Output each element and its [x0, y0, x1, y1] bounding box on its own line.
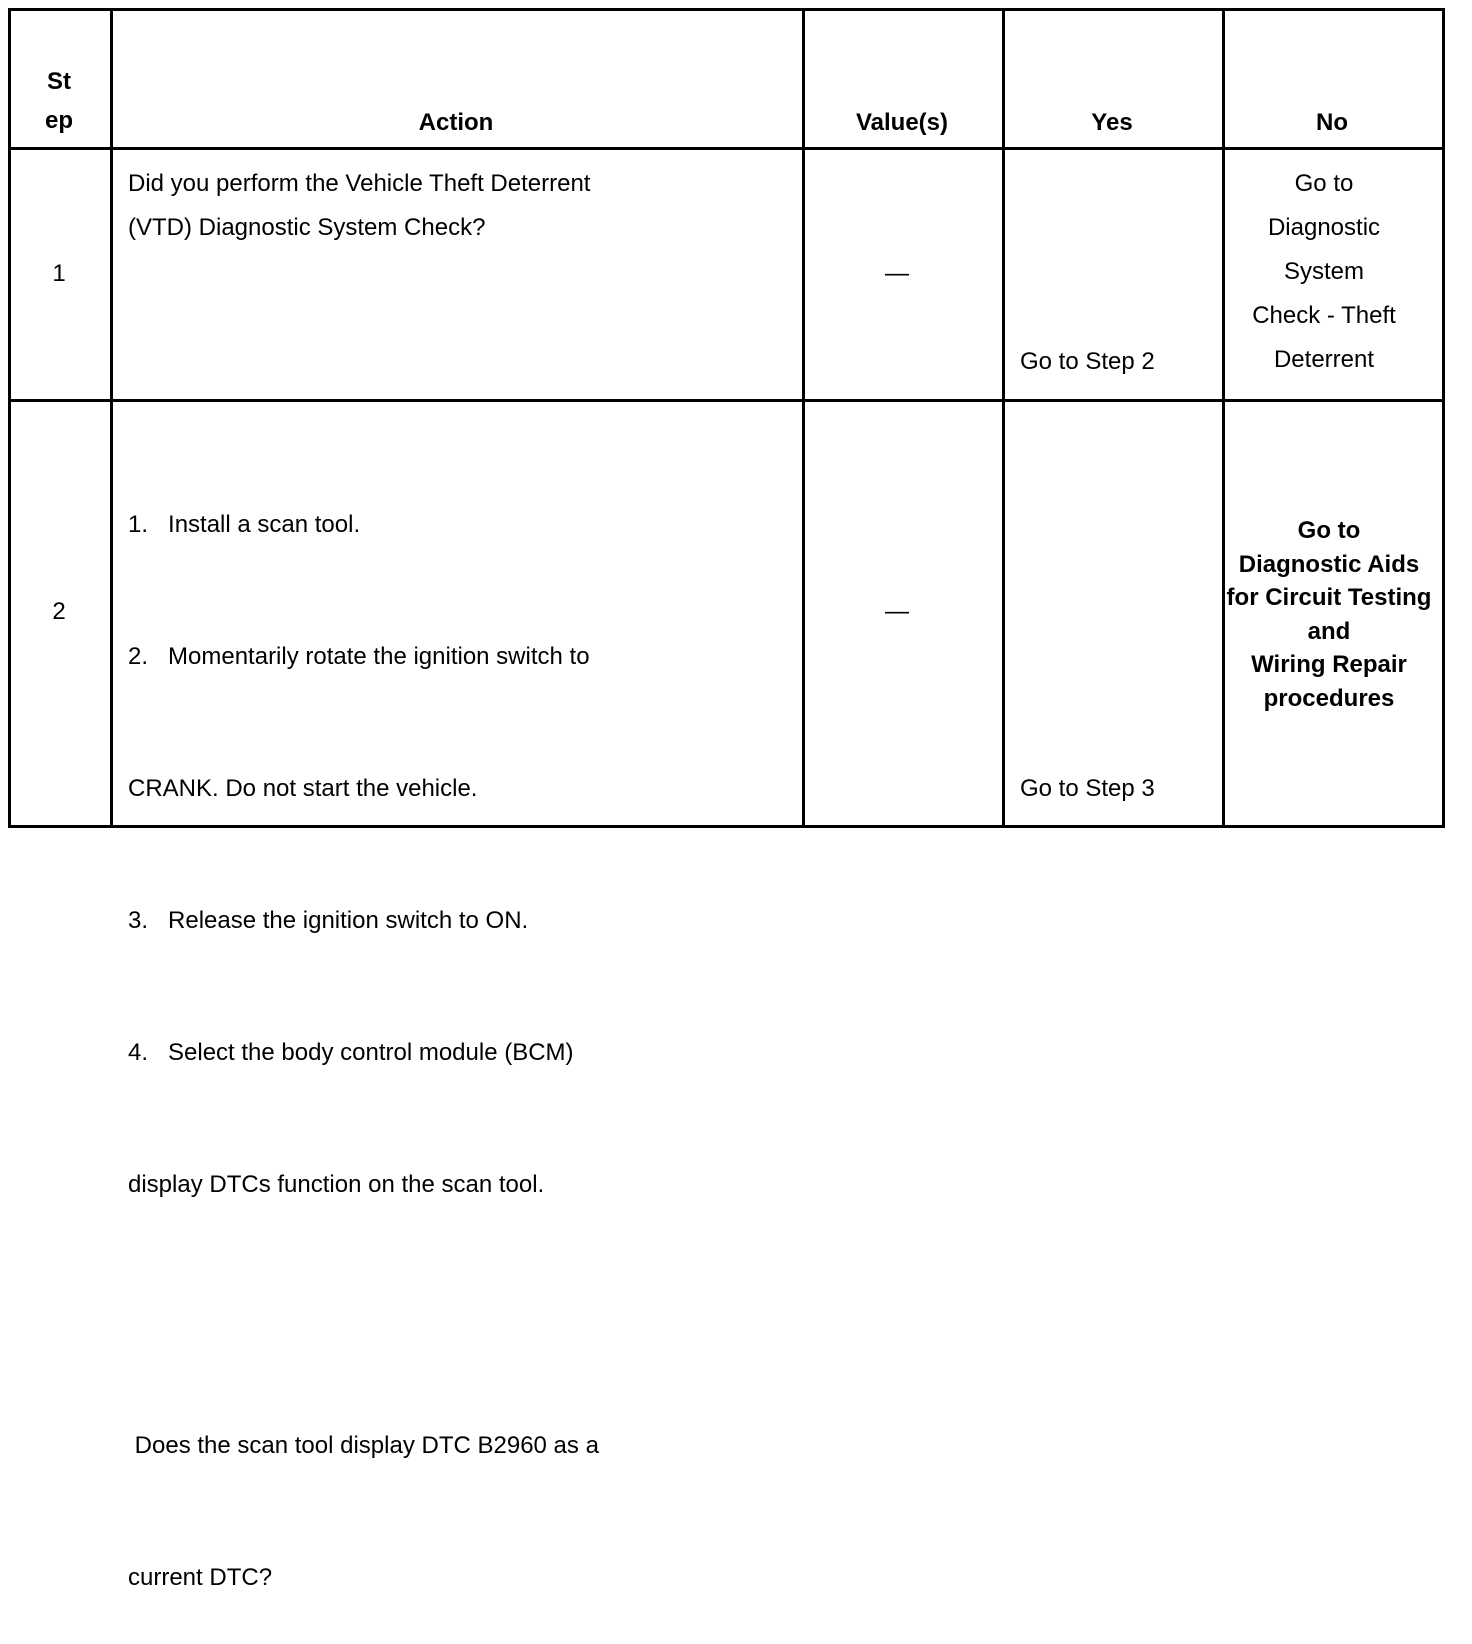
row2-action	[128, 415, 599, 1644]
action-line: 3. Release the ignition switch to ON.	[128, 907, 529, 934]
no-line: and	[1307, 617, 1351, 645]
row1-step: 1	[52, 260, 66, 287]
header-no: No	[1316, 109, 1348, 136]
no-line: procedures	[1263, 684, 1395, 712]
row2-yes: Go to Step 3	[1020, 775, 1155, 802]
no-line: Diagnostic Aids	[1238, 550, 1420, 578]
header-action: Action	[418, 109, 494, 136]
header-yes: Yes	[1091, 109, 1133, 136]
action-line: (VTD) Diagnostic System Check?	[128, 214, 486, 241]
action-line: 1. Install a scan tool.	[128, 511, 361, 538]
row1-action	[128, 162, 590, 250]
no-line: System	[1283, 258, 1364, 285]
blank-line	[128, 1295, 599, 1336]
row1-yes: Go to Step 2	[1020, 348, 1155, 375]
header-step-line2: ep	[44, 107, 73, 134]
row1-value: —	[885, 260, 909, 287]
no-line: Check - Theft	[1252, 302, 1396, 329]
header-step	[8, 62, 110, 140]
action-line: display DTCs function on the scan tool.	[128, 1171, 545, 1198]
no-line: Diagnostic	[1267, 214, 1381, 241]
no-line: Deterrent	[1273, 346, 1375, 373]
no-line: Wiring Repair	[1251, 651, 1407, 678]
row-divider	[11, 399, 1442, 402]
row1-no	[1222, 162, 1426, 382]
action-line: CRANK. Do not start the vehicle.	[128, 775, 478, 802]
header-step-line1: St	[47, 68, 71, 95]
action-line: current DTC?	[128, 1564, 273, 1591]
row2-value: —	[885, 598, 909, 625]
no-line: Go to	[1297, 517, 1361, 544]
no-line: Go to	[1294, 170, 1354, 197]
action-line: 4. Select the body control module (BCM)	[128, 1039, 574, 1066]
header-values: Value(s)	[855, 109, 949, 136]
action-line: Did you perform the Vehicle Theft Deterrent	[128, 170, 591, 197]
row2-no	[1222, 514, 1436, 715]
no-line: for Circuit Testing	[1226, 584, 1432, 611]
action-line: Does the scan tool display DTC B2960 as a	[128, 1432, 599, 1459]
action-line: 2. Momentarily rotate the ignition switch to	[128, 643, 590, 670]
row-divider	[11, 147, 1442, 150]
row2-step: 2	[52, 598, 66, 625]
